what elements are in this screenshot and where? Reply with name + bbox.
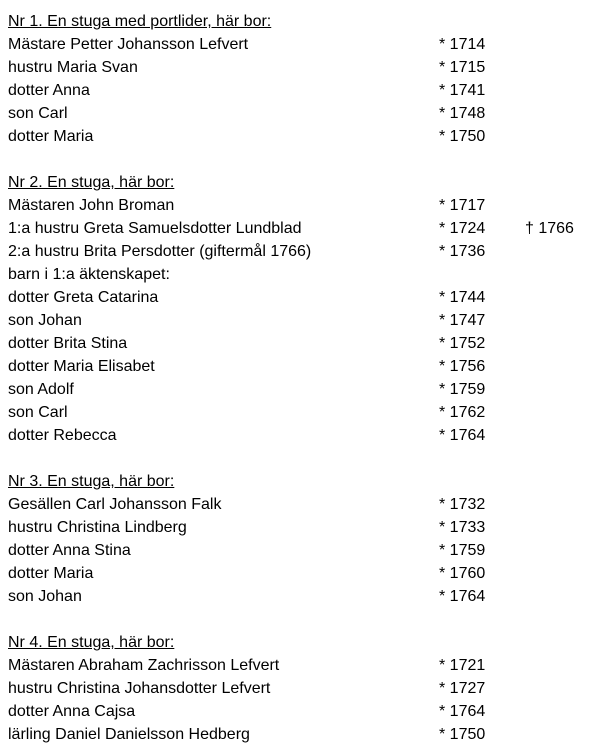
person-name: dotter Rebecca <box>8 427 117 444</box>
person-row <box>8 332 598 355</box>
section-heading: Nr 1. En stuga med portlider, här bor: <box>8 13 272 30</box>
person-name: Mästare Petter Johansson Lefvert <box>8 36 249 53</box>
person-name: son Adolf <box>8 381 74 398</box>
section-house-1 <box>8 10 598 148</box>
person-name: hustru Maria Svan <box>8 59 138 76</box>
person-row <box>8 240 598 263</box>
section-heading: Nr 2. En stuga, här bor: <box>8 174 175 191</box>
person-row <box>8 125 598 148</box>
birth-year: * 1747 <box>439 312 486 329</box>
person-name: son Carl <box>8 404 68 421</box>
birth-year: * 1748 <box>439 105 486 122</box>
person-row <box>8 79 598 102</box>
person-name: Mästaren Abraham Zachrisson Lefvert <box>8 657 280 674</box>
birth-year: * 1715 <box>439 59 486 76</box>
person-name: dotter Maria Elisabet <box>8 358 155 375</box>
birth-year: * 1744 <box>439 289 486 306</box>
person-row <box>8 355 598 378</box>
birth-year: * 1750 <box>439 128 486 145</box>
birth-year: * 1736 <box>439 243 486 260</box>
person-name: Gesällen Carl Johansson Falk <box>8 496 222 513</box>
birth-year: * 1727 <box>439 680 486 697</box>
person-name: dotter Maria <box>8 128 94 145</box>
person-row <box>8 493 598 516</box>
birth-year: * 1741 <box>439 82 486 99</box>
birth-year: * 1732 <box>439 496 486 513</box>
birth-year: * 1724 <box>439 220 486 237</box>
person-row <box>8 194 598 217</box>
person-name: Mästaren John Broman <box>8 197 175 214</box>
person-row <box>8 378 598 401</box>
birth-year: * 1762 <box>439 404 486 421</box>
section-heading: Nr 4. En stuga, här bor: <box>8 634 175 651</box>
section-heading: Nr 3. En stuga, här bor: <box>8 473 175 490</box>
person-row <box>8 33 598 56</box>
person-row <box>8 309 598 332</box>
person-name: 2:a hustru Brita Persdotter (giftermål 1766) <box>8 243 312 260</box>
person-name: hustru Christina Lindberg <box>8 519 187 536</box>
subheading-row <box>8 263 598 286</box>
children-subheading: barn i 1:a äktenskapet: <box>8 266 170 283</box>
birth-year: * 1760 <box>439 565 486 582</box>
person-name: son Johan <box>8 588 82 605</box>
person-name: lärling Daniel Danielsson Hedberg <box>8 726 250 743</box>
birth-year: * 1764 <box>439 588 486 605</box>
person-name: hustru Christina Johansdotter Lefvert <box>8 680 271 697</box>
person-row <box>8 424 598 447</box>
person-row <box>8 401 598 424</box>
person-row <box>8 217 598 240</box>
section-house-3 <box>8 470 598 608</box>
person-row <box>8 102 598 125</box>
person-row <box>8 723 598 746</box>
section-house-2 <box>8 171 598 447</box>
birth-year: * 1764 <box>439 703 486 720</box>
person-name: dotter Anna <box>8 82 90 99</box>
birth-year: * 1750 <box>439 726 486 743</box>
person-name: dotter Maria <box>8 565 94 582</box>
person-row <box>8 677 598 700</box>
birth-year: * 1721 <box>439 657 486 674</box>
person-name: 1:a hustru Greta Samuelsdotter Lundblad <box>8 220 302 237</box>
person-name: son Carl <box>8 105 68 122</box>
person-row <box>8 516 598 539</box>
person-row <box>8 700 598 723</box>
person-row <box>8 286 598 309</box>
birth-year: * 1717 <box>439 197 486 214</box>
person-row <box>8 562 598 585</box>
birth-year: * 1764 <box>439 427 486 444</box>
person-name: son Johan <box>8 312 82 329</box>
section-house-4 <box>8 631 598 746</box>
household-register <box>8 10 598 746</box>
person-row <box>8 56 598 79</box>
birth-year: * 1714 <box>439 36 486 53</box>
person-name: dotter Anna Cajsa <box>8 703 136 720</box>
person-row <box>8 539 598 562</box>
birth-year: * 1733 <box>439 519 486 536</box>
birth-year: * 1759 <box>439 542 486 559</box>
birth-year: * 1752 <box>439 335 486 352</box>
birth-year: * 1759 <box>439 381 486 398</box>
person-row <box>8 654 598 677</box>
person-name: dotter Greta Catarina <box>8 289 159 306</box>
death-year: † 1766 <box>525 220 574 237</box>
person-name: dotter Anna Stina <box>8 542 131 559</box>
birth-year: * 1756 <box>439 358 486 375</box>
person-row <box>8 585 598 608</box>
person-name: dotter Brita Stina <box>8 335 128 352</box>
